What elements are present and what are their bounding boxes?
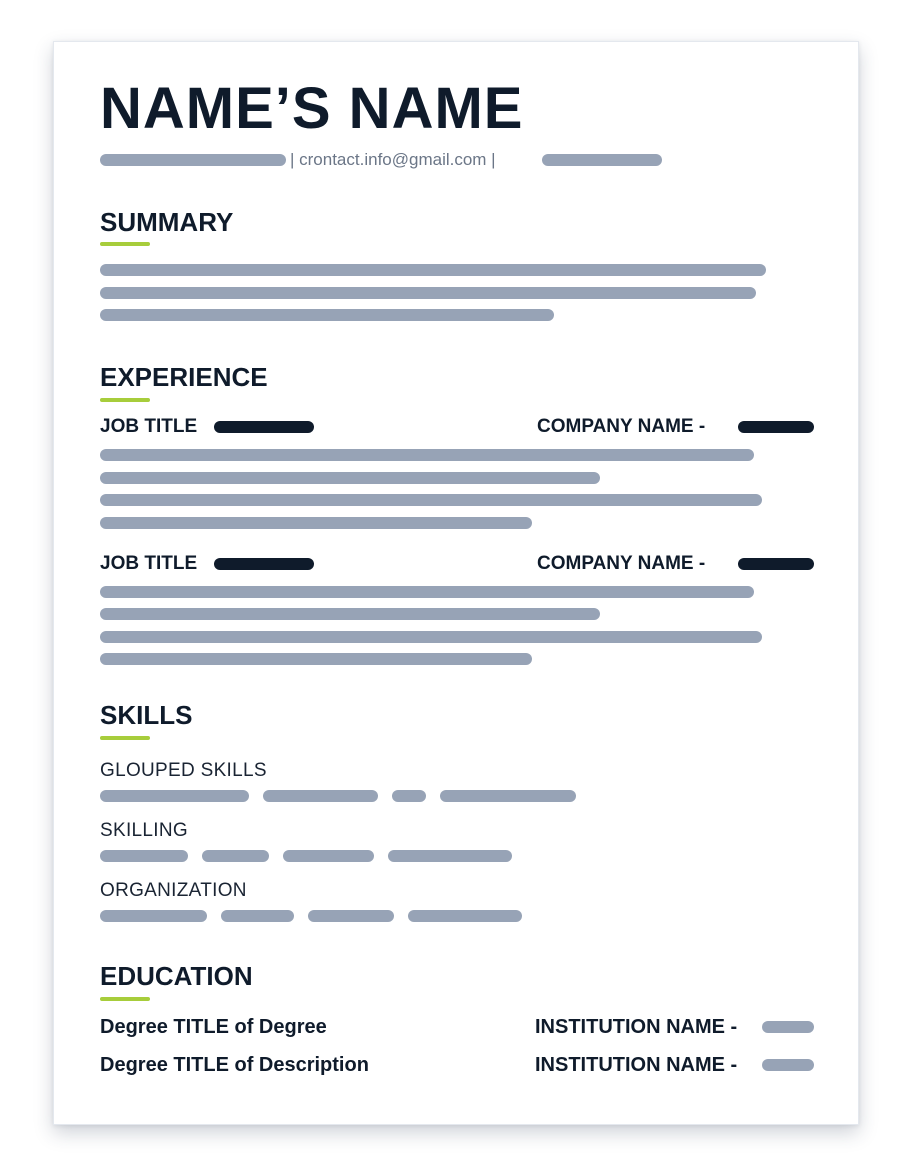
- section-title-skills: SKILLS: [100, 700, 193, 730]
- skill-tag: [308, 910, 394, 922]
- job-description-line: [100, 494, 762, 506]
- skill-tag: [392, 790, 426, 802]
- job-description-line: [100, 653, 532, 665]
- section-accent-skills: [100, 736, 150, 740]
- skill-tag: [202, 850, 269, 862]
- job-description-line: [100, 517, 532, 529]
- resume-page: [53, 41, 859, 1125]
- job-description-line: [100, 631, 762, 643]
- contact-placeholder-left: [100, 154, 286, 166]
- section-accent-education: [100, 997, 150, 1001]
- job-title: JOB TITLE: [100, 553, 198, 574]
- skill-tag: [263, 790, 378, 802]
- company-name: COMPANY NAME -: [537, 553, 706, 574]
- skill-group-label: ORGANIZATION: [100, 880, 247, 901]
- degree-title: Degree TITLE of Degree: [100, 1016, 327, 1038]
- skill-tag: [100, 910, 207, 922]
- section-title-education: EDUCATION: [100, 961, 253, 991]
- skill-group-label: SKILLING: [100, 820, 188, 841]
- skill-tag: [388, 850, 512, 862]
- job-title-placeholder: [214, 421, 314, 433]
- summary-line: [100, 264, 766, 276]
- skill-tag: [100, 790, 249, 802]
- institution-placeholder: [762, 1021, 814, 1033]
- company-name-placeholder: [738, 558, 814, 570]
- section-title-experience: EXPERIENCE: [100, 362, 268, 392]
- institution-name: INSTITUTION NAME -: [535, 1016, 738, 1038]
- section-accent-summary: [100, 242, 150, 246]
- skill-tag: [283, 850, 374, 862]
- job-description-line: [100, 472, 600, 484]
- summary-line: [100, 309, 554, 321]
- degree-title: Degree TITLE of Description: [100, 1054, 369, 1076]
- section-accent-experience: [100, 398, 150, 402]
- skill-group-label: GLOUPED SKILLS: [100, 760, 267, 781]
- institution-placeholder: [762, 1059, 814, 1071]
- job-description-line: [100, 608, 600, 620]
- resume-name: NAME’S NAME: [100, 76, 524, 141]
- job-title: JOB TITLE: [100, 416, 198, 437]
- job-title-placeholder: [214, 558, 314, 570]
- section-title-summary: SUMMARY: [100, 207, 234, 237]
- company-name: COMPANY NAME -: [537, 416, 706, 437]
- skill-tag: [221, 910, 294, 922]
- job-description-line: [100, 449, 754, 461]
- contact-info: | crontact.info@gmail.com |: [290, 150, 496, 169]
- skill-tag: [440, 790, 576, 802]
- summary-line: [100, 287, 756, 299]
- skill-tag: [100, 850, 188, 862]
- institution-name: INSTITUTION NAME -: [535, 1054, 738, 1076]
- contact-placeholder-right: [542, 154, 662, 166]
- company-name-placeholder: [738, 421, 814, 433]
- skill-tag: [408, 910, 522, 922]
- job-description-line: [100, 586, 754, 598]
